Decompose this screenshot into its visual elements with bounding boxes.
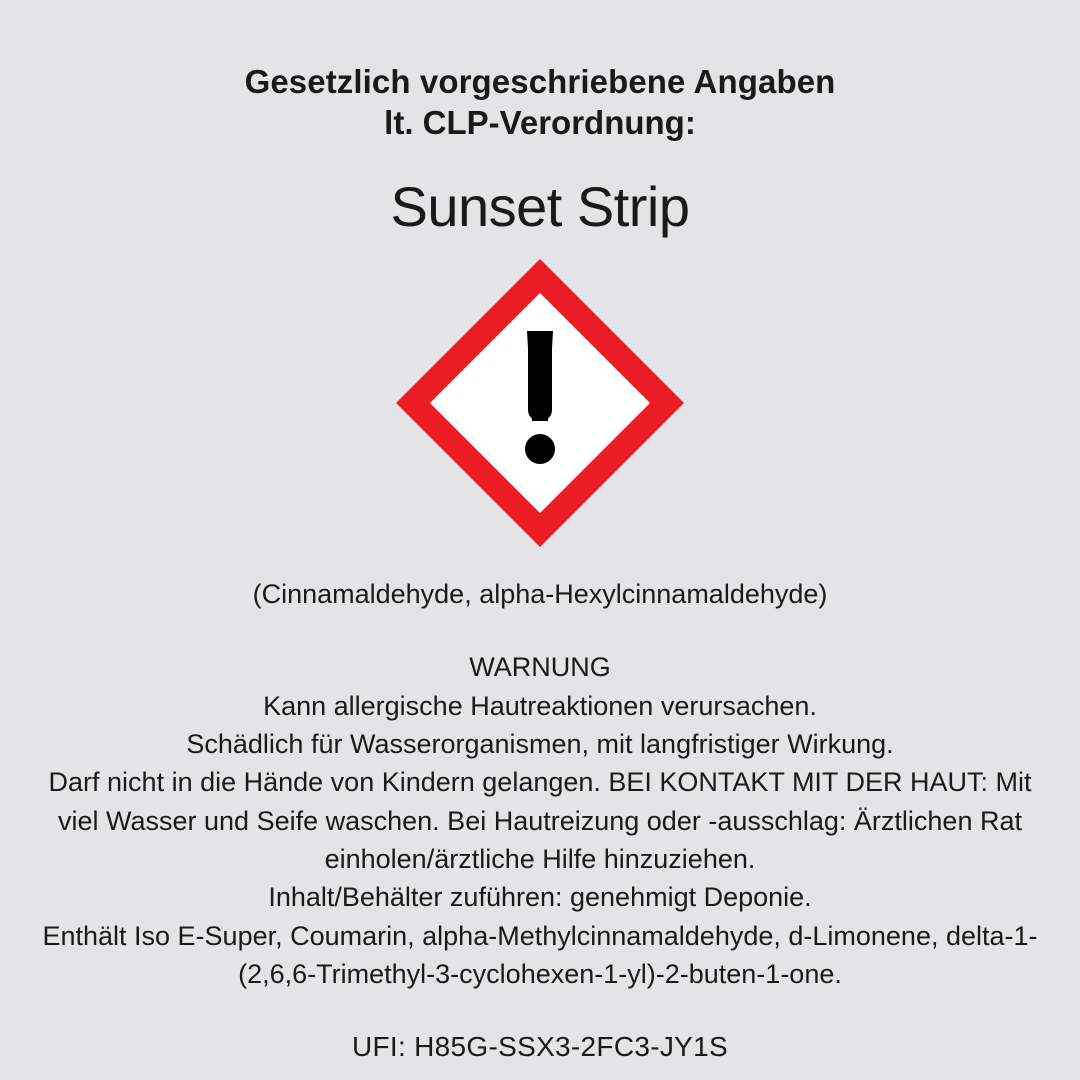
contains-statement: Enthält Iso E-Super, Coumarin, alpha-Methylcinnamaldehyde, d-Limonene, delta-1-(2,6,6-Trimethyl-3-cyclohexen-1-yl)-2-buten-1-one. [42, 920, 1038, 989]
pictogram-container [390, 253, 690, 553]
ufi-code: UFI: H85G-SSX3-2FC3-JY1S [352, 1031, 728, 1063]
hazard-text-block [35, 648, 1045, 993]
product-name: Sunset Strip [390, 174, 690, 238]
precautionary-statement-1: Darf nicht in die Hände von Kindern gelangen. BEI KONTAKT MIT DER HAUT: Mit viel Wasser und Seife waschen. Bei Hautreizung oder -ausschlag: Ärztlichen Rat einholen/ärztliche Hilfe hinzuziehen. [48, 767, 1032, 874]
page-title: Gesetzlich vorgeschriebene Angaben [244, 63, 836, 100]
signal-word: WARNUNG [469, 652, 611, 683]
hazard-statement-2: Schädlich für Wasserorganismen, mit langfristiger Wirkung. [186, 728, 894, 759]
ingredients-line: (Cinnamaldehyde, alpha-Hexylcinnamaldehyde) [252, 579, 828, 610]
hazard-statement-1: Kann allergische Hautreaktionen verursachen. [263, 690, 817, 721]
ghs07-exclamation-mark-icon [390, 253, 690, 553]
page-subtitle: lt. CLP-Verordnung: [384, 103, 696, 141]
precautionary-statement-2: Inhalt/Behälter zuführen: genehmigt Deponie. [268, 882, 812, 913]
